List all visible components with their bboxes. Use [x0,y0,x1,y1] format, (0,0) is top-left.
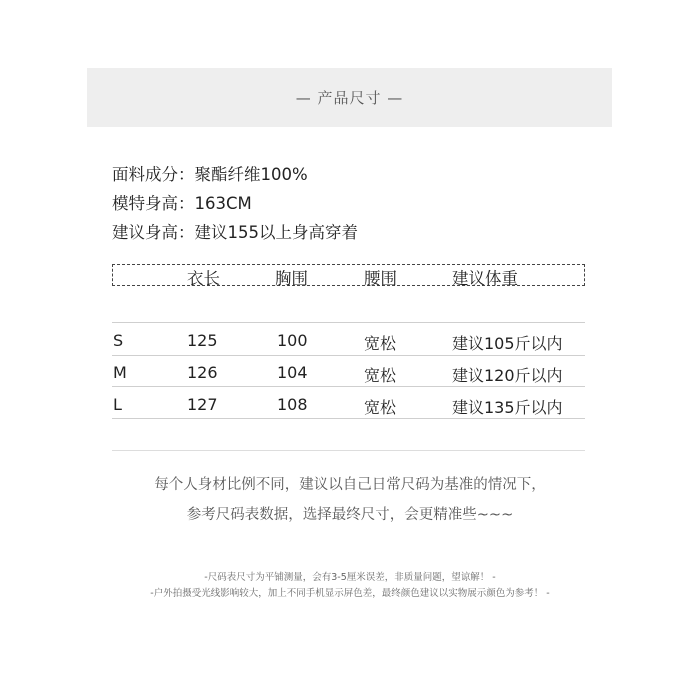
model-height-info: 模特身高：163CM [112,194,252,213]
length-value: 127 [187,395,218,414]
length-value: 126 [187,363,218,382]
row-divider [112,418,585,419]
row-divider [112,386,585,387]
weight-value: 建议105斤以内 [452,334,563,353]
column-header-bust: 胸围 [275,269,308,288]
size-label: L [113,395,122,414]
bust-value: 108 [277,395,308,414]
fit-advice-line-2: 参考尺码表数据，选择最终尺寸，会更精准些~~~ [186,507,514,523]
section-divider [112,450,585,451]
size-label: S [113,331,124,350]
row-divider [112,355,585,356]
column-header-length: 衣长 [187,269,220,288]
fit-advice-line-1: 每个人身材比例不同，建议以自己日常尺码为基准的情况下， [154,477,546,493]
length-value: 125 [187,331,218,350]
column-header-waist: 腰围 [364,269,397,288]
suggested-height-info: 建议身高：建议155以上身高穿着 [112,223,358,242]
waist-value: 宽松 [364,398,397,417]
page-title: — 产品尺寸 — [295,89,404,107]
color-disclaimer: -户外拍摄受光线影响较大，加上不同手机显示屏色差，最终颜色建议以实物展示颜色为参考！ - [150,588,550,599]
row-divider [112,322,585,323]
size-label: M [113,363,127,382]
bust-value: 100 [277,331,308,350]
weight-value: 建议120斤以内 [452,366,563,385]
bust-value: 104 [277,363,308,382]
waist-value: 宽松 [364,366,397,385]
weight-value: 建议135斤以内 [452,398,563,417]
measurement-disclaimer: -尺码表尺寸为平铺测量，会有3-5厘米误差，非质量问题，望谅解！ - [204,572,496,583]
header-band [87,68,612,127]
column-header-weight: 建议体重 [452,269,518,288]
material-info: 面料成分：聚酯纤维100% [112,165,308,184]
waist-value: 宽松 [364,334,397,353]
